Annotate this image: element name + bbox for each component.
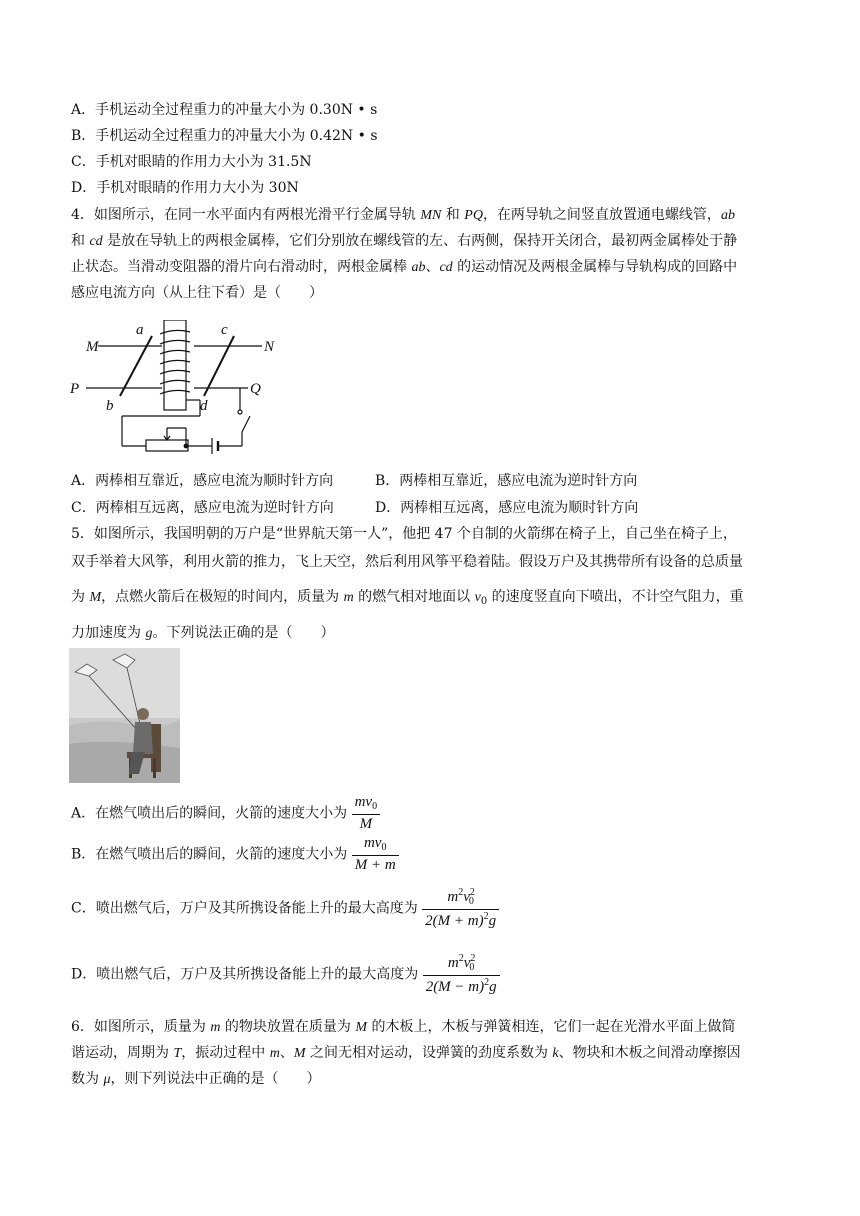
q5-option-a: A．在燃气喷出后的瞬间，火箭的速度大小为 $\frac{mv_0}{M}$ <box>71 795 380 832</box>
label-M: M <box>86 339 99 355</box>
solenoid-rails-diagram <box>66 320 286 460</box>
q3-option-b: B．手机运动全过程重力的冲量大小为 0.42N • s <box>71 128 378 144</box>
label-c: c <box>221 322 228 338</box>
q4-option-c: C．两棒相互远离，感应电流为逆时针方向 <box>71 500 334 516</box>
q5-frac-c: $\frac{m^2v^2_0}{2(M + m)^2g}$ <box>422 888 499 929</box>
q4-stem-line2: 和 cd 是放在导轨上的两根金属棒，它们分别放在螺线管的左、右两侧，保持开关闭合，最初两金属棒处于静 <box>71 233 738 249</box>
q5-option-b: B．在燃气喷出后的瞬间，火箭的速度大小为 $\frac{mv_0}{M + m}$ <box>71 836 399 873</box>
q6-stem-line2: 谐运动，周期为 T，振动过程中 m、M 之间无相对运动，设弹簧的劲度系数为 k、物块和木板之间滑动摩擦因 <box>71 1045 741 1061</box>
label-d: d <box>200 398 208 414</box>
q5-frac-b: $\frac{mv_0}{M + m}$ <box>352 836 399 873</box>
q4-option-b: B．两棒相互靠近，感应电流为逆时针方向 <box>375 473 638 489</box>
q5-stem-line4: 力加速度为 g。下列说法正确的是（ ） <box>71 625 335 641</box>
q5-frac-a: $\frac{mv_0}{M}$ <box>352 795 381 832</box>
q4-stem-line3: 止状态。当滑动变阻器的滑片向右滑动时，两根金属棒 ab、cd 的运动情况及两根金属棒与导轨构成的回路中 <box>71 259 738 275</box>
q5-frac-d: $\frac{m^2v^2_0}{2(M - m)^2g}$ <box>423 954 500 995</box>
q3-option-d: D．手机对眼睛的作用力大小为 30N <box>71 180 299 196</box>
q3-option-a: A．手机运动全过程重力的冲量大小为 0.30N • s <box>71 102 378 118</box>
q5-stem-line3: 为 M，点燃火箭后在极短的时间内，质量为 m 的燃气相对地面以 $v_0$ 的速度竖直向下喷出，不计空气阻力，重 <box>71 589 744 607</box>
q6-stem-line1: 6．如图所示，质量为 m 的物块放置在质量为 M 的木板上，木板与弹簧相连，它们一起在光滑水平面上做简 <box>71 1019 736 1035</box>
q4-option-d: D．两棒相互远离，感应电流为顺时针方向 <box>375 500 639 516</box>
label-Q: Q <box>250 381 261 397</box>
wan-hu-illustration <box>69 648 180 783</box>
q5-option-d: D．喷出燃气后，万户及其所携设备能上升的最大高度为 $\frac{m^2v^2_0}{2(M - m)^2g}$ <box>71 954 500 995</box>
label-P: P <box>70 381 80 397</box>
q5-option-c: C．喷出燃气后，万户及其所携设备能上升的最大高度为 $\frac{m^2v^2_0}{2(M + m)^2g}$ <box>71 888 499 929</box>
q4-option-a: A．两棒相互靠近，感应电流为顺时针方向 <box>71 473 334 489</box>
label-a: a <box>136 322 144 338</box>
label-b: b <box>106 398 114 414</box>
label-N: N <box>264 339 275 355</box>
q5-stem-line2: 双手举着大风筝，利用火箭的推力，飞上天空，然后利用风筝平稳着陆。假设万户及其携带所有设备的总质量 <box>71 554 743 570</box>
q4-stem-line1: 4．如图所示，在同一水平面内有两根光滑平行金属导轨 MN 和 PQ，在两导轨之间竖直放置通电螺线管，ab <box>71 207 735 223</box>
q4-stem-line4: 感应电流方向（从上往下看）是（ ） <box>71 285 323 301</box>
q5-stem-line1: 5．如图所示，我国明朝的万户是“世界航天第一人”，他把 47 个自制的火箭绑在椅子上，自己坐在椅子上， <box>71 526 737 542</box>
q6-stem-line3: 数为 μ，则下列说法中正确的是（ ） <box>71 1071 321 1087</box>
q3-option-c: C．手机对眼睛的作用力大小为 31.5N <box>71 154 312 170</box>
